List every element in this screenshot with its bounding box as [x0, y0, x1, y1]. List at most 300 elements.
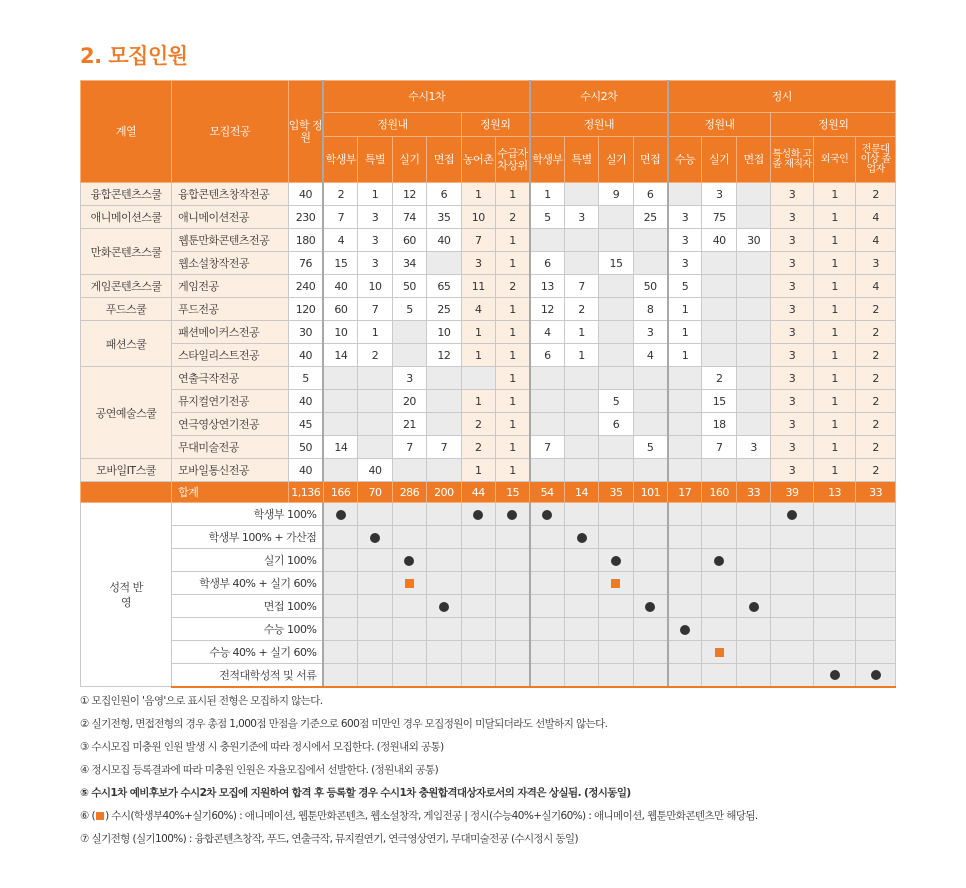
header-col-11: 실기	[702, 137, 736, 183]
criterion-cell	[358, 549, 392, 572]
criterion-cell	[813, 572, 856, 595]
count-cell: 7	[564, 275, 598, 298]
count-cell: 75	[702, 206, 736, 229]
count-cell: 1	[358, 321, 392, 344]
count-cell	[736, 367, 770, 390]
count-cell: 5	[530, 206, 564, 229]
table-row	[81, 436, 896, 459]
criterion-cell	[633, 618, 667, 641]
criterion-cell	[461, 549, 495, 572]
count-cell: 4	[323, 229, 357, 252]
criterion-cell	[495, 572, 529, 595]
count-cell: 3	[771, 298, 814, 321]
count-cell: 1	[813, 344, 856, 367]
criterion-label: 수능 40% + 실기 60%	[172, 641, 324, 664]
count-cell: 3	[358, 206, 392, 229]
note-4: ④ 정시모집 등록결과에 따라 미충원 인원은 자율모집에서 선발한다. (정원내외 공통)	[80, 764, 439, 776]
criterion-cell	[633, 526, 667, 549]
header-col-15: 전문대 이상 졸업자	[856, 137, 896, 183]
total-cell: 101	[633, 482, 667, 503]
count-cell: 2	[461, 436, 495, 459]
count-cell: 6	[530, 344, 564, 367]
criterion-cell	[813, 618, 856, 641]
criterion-cell	[495, 503, 529, 526]
criterion-cell	[856, 595, 896, 618]
total-cell: 33	[736, 482, 770, 503]
count-cell: 1	[530, 183, 564, 206]
criterion-cell	[599, 549, 633, 572]
criterion-cell	[771, 549, 814, 572]
criterion-cell	[702, 595, 736, 618]
count-cell: 5	[392, 298, 426, 321]
count-cell	[668, 413, 702, 436]
count-cell: 3	[668, 206, 702, 229]
criterion-cell	[323, 618, 357, 641]
quota-cell: 40	[288, 390, 323, 413]
count-cell	[599, 321, 633, 344]
black-dot-icon	[577, 533, 587, 543]
count-cell: 2	[856, 390, 896, 413]
table-row	[81, 390, 896, 413]
count-cell	[599, 275, 633, 298]
header-col-3: 면접	[427, 137, 461, 183]
count-cell: 1	[813, 459, 856, 482]
grading-row	[81, 618, 896, 641]
header-jungsi: 정시	[668, 81, 896, 113]
criterion-cell	[427, 595, 461, 618]
total-cell: 166	[323, 482, 357, 503]
quota-cell: 230	[288, 206, 323, 229]
count-cell	[323, 390, 357, 413]
count-cell	[564, 229, 598, 252]
count-cell: 8	[633, 298, 667, 321]
criterion-cell	[564, 641, 598, 664]
count-cell: 7	[702, 436, 736, 459]
criterion-cell	[427, 572, 461, 595]
criterion-cell	[427, 503, 461, 526]
criterion-cell	[736, 664, 770, 687]
count-cell: 12	[427, 344, 461, 367]
count-cell	[564, 413, 598, 436]
grading-row	[81, 549, 896, 572]
criterion-cell	[813, 549, 856, 572]
count-cell	[736, 183, 770, 206]
criterion-cell	[323, 641, 357, 664]
count-cell: 1	[495, 390, 529, 413]
criterion-cell	[461, 572, 495, 595]
count-cell: 10	[427, 321, 461, 344]
criterion-cell	[633, 595, 667, 618]
count-cell: 15	[599, 252, 633, 275]
count-cell: 1	[495, 367, 529, 390]
criterion-cell	[813, 526, 856, 549]
count-cell	[633, 413, 667, 436]
count-cell: 3	[771, 183, 814, 206]
count-cell: 2	[495, 206, 529, 229]
quota-cell: 240	[288, 275, 323, 298]
count-cell	[633, 390, 667, 413]
count-cell: 4	[633, 344, 667, 367]
criterion-cell	[813, 664, 856, 687]
count-cell: 1	[461, 459, 495, 482]
criterion-cell	[633, 641, 667, 664]
criterion-cell	[358, 572, 392, 595]
count-cell	[702, 459, 736, 482]
count-cell	[323, 459, 357, 482]
black-dot-icon	[439, 602, 449, 612]
total-cell: 15	[495, 482, 529, 503]
count-cell	[736, 252, 770, 275]
count-cell: 6	[427, 183, 461, 206]
criterion-label: 학생부 100%	[172, 503, 324, 526]
count-cell: 6	[599, 413, 633, 436]
criterion-cell	[633, 549, 667, 572]
count-cell: 1	[813, 206, 856, 229]
count-cell	[530, 229, 564, 252]
criterion-label: 전적대학성적 및 서류	[172, 664, 324, 687]
black-dot-icon	[336, 510, 346, 520]
criterion-cell	[461, 618, 495, 641]
total-cell: 17	[668, 482, 702, 503]
major-cell: 뮤지컬연기전공	[172, 390, 288, 413]
count-cell: 74	[392, 206, 426, 229]
criterion-cell	[702, 572, 736, 595]
criterion-cell	[599, 595, 633, 618]
header-dept: 계열	[81, 81, 172, 183]
count-cell: 3	[564, 206, 598, 229]
count-cell: 7	[392, 436, 426, 459]
criterion-label: 면접 100%	[172, 595, 324, 618]
count-cell	[736, 344, 770, 367]
criterion-cell	[813, 503, 856, 526]
count-cell: 2	[358, 344, 392, 367]
criterion-cell	[358, 503, 392, 526]
criterion-cell	[702, 641, 736, 664]
count-cell: 1	[461, 344, 495, 367]
criterion-cell	[736, 595, 770, 618]
count-cell	[599, 459, 633, 482]
header-col-9: 면접	[633, 137, 667, 183]
grading-row	[81, 503, 896, 526]
count-cell	[392, 459, 426, 482]
black-dot-icon	[507, 510, 517, 520]
total-quota: 1,136	[288, 482, 323, 503]
count-cell: 40	[427, 229, 461, 252]
count-cell: 15	[323, 252, 357, 275]
count-cell: 7	[530, 436, 564, 459]
count-cell: 2	[323, 183, 357, 206]
total-cell: 14	[564, 482, 598, 503]
criterion-cell	[736, 641, 770, 664]
criterion-cell	[668, 641, 702, 664]
major-cell: 융합콘텐츠창작전공	[172, 183, 288, 206]
black-dot-icon	[714, 556, 724, 566]
grading-row	[81, 664, 896, 687]
total-cell: 70	[358, 482, 392, 503]
count-cell	[702, 252, 736, 275]
table-row	[81, 275, 896, 298]
count-cell: 15	[702, 390, 736, 413]
count-cell: 11	[461, 275, 495, 298]
orange-square-icon	[96, 812, 104, 820]
criterion-cell	[668, 526, 702, 549]
criterion-cell	[392, 549, 426, 572]
criterion-cell	[530, 664, 564, 687]
count-cell: 7	[461, 229, 495, 252]
count-cell	[668, 436, 702, 459]
count-cell	[530, 390, 564, 413]
criterion-label: 학생부 100% + 가산점	[172, 526, 324, 549]
count-cell: 5	[633, 436, 667, 459]
count-cell: 4	[856, 206, 896, 229]
header-col-7: 특별	[564, 137, 598, 183]
criterion-cell	[564, 549, 598, 572]
criterion-cell	[392, 526, 426, 549]
count-cell: 35	[427, 206, 461, 229]
major-cell: 푸드전공	[172, 298, 288, 321]
dept-cell: 게임콘텐츠스쿨	[81, 275, 172, 298]
count-cell	[736, 298, 770, 321]
count-cell	[427, 367, 461, 390]
count-cell	[427, 459, 461, 482]
criterion-cell	[668, 572, 702, 595]
header-jungsi-outside: 정원외	[771, 113, 896, 137]
count-cell: 3	[771, 321, 814, 344]
count-cell: 60	[392, 229, 426, 252]
dept-cell: 만화콘텐츠스쿨	[81, 229, 172, 275]
count-cell: 10	[358, 275, 392, 298]
criterion-cell	[856, 641, 896, 664]
count-cell	[736, 206, 770, 229]
black-dot-icon	[680, 625, 690, 635]
count-cell	[668, 390, 702, 413]
major-cell: 연출극작전공	[172, 367, 288, 390]
header-col-12: 면접	[736, 137, 770, 183]
count-cell	[668, 459, 702, 482]
count-cell: 3	[358, 229, 392, 252]
note-3: ③ 수시모집 미충원 인원 발생 시 충원기준에 따라 정시에서 모집한다. (정원내외 공통)	[80, 741, 444, 753]
criterion-cell	[530, 618, 564, 641]
count-cell	[530, 367, 564, 390]
quota-cell: 40	[288, 459, 323, 482]
criterion-cell	[813, 641, 856, 664]
criterion-cell	[771, 664, 814, 687]
header-susi2-inside: 정원내	[530, 113, 668, 137]
count-cell: 21	[392, 413, 426, 436]
count-cell: 3	[771, 206, 814, 229]
table-row	[81, 298, 896, 321]
count-cell: 1	[495, 459, 529, 482]
criterion-cell	[633, 572, 667, 595]
count-cell	[633, 459, 667, 482]
count-cell	[736, 390, 770, 413]
page-title: 2. 모집인원	[80, 44, 188, 68]
count-cell	[358, 413, 392, 436]
total-label: 합계	[172, 482, 288, 503]
count-cell: 14	[323, 436, 357, 459]
criterion-cell	[736, 549, 770, 572]
black-dot-icon	[542, 510, 552, 520]
count-cell	[668, 367, 702, 390]
count-cell: 1	[813, 229, 856, 252]
count-cell	[564, 367, 598, 390]
total-cell: 35	[599, 482, 633, 503]
count-cell: 1	[668, 321, 702, 344]
header-col-2: 실기	[392, 137, 426, 183]
quota-cell: 180	[288, 229, 323, 252]
header-jungsi-inside: 정원내	[668, 113, 771, 137]
criterion-cell	[599, 641, 633, 664]
major-cell: 연극영상연기전공	[172, 413, 288, 436]
criterion-cell	[427, 641, 461, 664]
count-cell: 3	[461, 252, 495, 275]
count-cell: 5	[668, 275, 702, 298]
header-col-14: 외국인	[813, 137, 856, 183]
criterion-cell	[323, 526, 357, 549]
header-col-6: 학생부	[530, 137, 564, 183]
count-cell: 2	[856, 436, 896, 459]
count-cell	[599, 298, 633, 321]
count-cell: 1	[813, 183, 856, 206]
count-cell: 3	[668, 229, 702, 252]
criterion-cell	[530, 595, 564, 618]
criterion-cell	[461, 641, 495, 664]
count-cell	[702, 275, 736, 298]
count-cell: 3	[771, 459, 814, 482]
criterion-label: 학생부 40% + 실기 60%	[172, 572, 324, 595]
total-cell: 33	[856, 482, 896, 503]
count-cell: 50	[633, 275, 667, 298]
header-susi1-outside: 정원외	[461, 113, 530, 137]
count-cell: 2	[495, 275, 529, 298]
table-row	[81, 459, 896, 482]
note-6-prefix: ⑥ (	[80, 810, 96, 822]
note-7: ⑦ 실기전형 (실기100%) : 융합콘텐츠창작, 푸드, 연출극작, 뮤지컬연기, 연극영상연기, 무대미술전공 (수시정시 동일)	[80, 833, 578, 845]
count-cell: 3	[358, 252, 392, 275]
count-cell: 7	[323, 206, 357, 229]
count-cell: 3	[771, 367, 814, 390]
criterion-cell	[461, 526, 495, 549]
count-cell: 3	[771, 390, 814, 413]
major-cell: 모바일통신전공	[172, 459, 288, 482]
count-cell	[564, 459, 598, 482]
count-cell: 2	[856, 367, 896, 390]
count-cell: 1	[813, 252, 856, 275]
count-cell	[392, 344, 426, 367]
header-susi1: 수시1차	[323, 81, 530, 113]
count-cell	[323, 367, 357, 390]
major-cell: 웹툰만화콘텐츠전공	[172, 229, 288, 252]
total-row	[81, 482, 896, 503]
total-cell: 13	[813, 482, 856, 503]
count-cell: 18	[702, 413, 736, 436]
count-cell: 2	[856, 298, 896, 321]
count-cell: 12	[530, 298, 564, 321]
count-cell: 4	[530, 321, 564, 344]
count-cell	[702, 344, 736, 367]
count-cell: 3	[771, 413, 814, 436]
criterion-cell	[392, 618, 426, 641]
criterion-cell	[461, 503, 495, 526]
count-cell: 4	[856, 275, 896, 298]
criterion-cell	[358, 595, 392, 618]
criterion-cell	[736, 503, 770, 526]
count-cell: 1	[495, 183, 529, 206]
criterion-cell	[323, 595, 357, 618]
count-cell: 34	[392, 252, 426, 275]
black-dot-icon	[787, 510, 797, 520]
criterion-cell	[495, 526, 529, 549]
quota-cell: 30	[288, 321, 323, 344]
count-cell: 1	[564, 344, 598, 367]
major-cell: 애니메이션전공	[172, 206, 288, 229]
count-cell: 1	[461, 321, 495, 344]
count-cell: 9	[599, 183, 633, 206]
count-cell	[668, 183, 702, 206]
count-cell: 14	[323, 344, 357, 367]
criterion-cell	[771, 526, 814, 549]
note-6	[80, 805, 920, 828]
count-cell: 2	[702, 367, 736, 390]
count-cell: 3	[771, 436, 814, 459]
criterion-cell	[427, 618, 461, 641]
criterion-cell	[736, 572, 770, 595]
count-cell	[427, 413, 461, 436]
criterion-cell	[856, 618, 896, 641]
notes	[80, 690, 920, 851]
quota-cell: 40	[288, 344, 323, 367]
header-susi2: 수시2차	[530, 81, 668, 113]
criterion-cell	[599, 618, 633, 641]
count-cell: 1	[813, 321, 856, 344]
header-col-0: 학생부	[323, 137, 357, 183]
header-col-5: 수급자 차상위	[495, 137, 529, 183]
criterion-cell	[323, 572, 357, 595]
total-cell: 286	[392, 482, 426, 503]
count-cell: 3	[771, 252, 814, 275]
header-col-4: 농어촌	[461, 137, 495, 183]
count-cell	[633, 252, 667, 275]
quota-cell: 120	[288, 298, 323, 321]
count-cell	[564, 252, 598, 275]
criterion-cell	[668, 549, 702, 572]
criterion-cell	[392, 503, 426, 526]
count-cell: 3	[736, 436, 770, 459]
header-col-1: 특별	[358, 137, 392, 183]
criterion-cell	[668, 503, 702, 526]
count-cell	[736, 275, 770, 298]
count-cell: 3	[771, 344, 814, 367]
criterion-cell	[856, 664, 896, 687]
count-cell: 12	[392, 183, 426, 206]
criterion-cell	[461, 595, 495, 618]
count-cell: 1	[668, 298, 702, 321]
count-cell	[599, 367, 633, 390]
criterion-cell	[702, 503, 736, 526]
table-row	[81, 183, 896, 206]
count-cell: 25	[633, 206, 667, 229]
header-susi1-inside: 정원내	[323, 113, 461, 137]
count-cell	[323, 413, 357, 436]
criterion-cell	[736, 618, 770, 641]
criterion-cell	[599, 526, 633, 549]
table-row	[81, 206, 896, 229]
criterion-cell	[392, 572, 426, 595]
count-cell: 1	[813, 298, 856, 321]
criterion-cell	[771, 572, 814, 595]
count-cell	[564, 183, 598, 206]
count-cell	[633, 367, 667, 390]
